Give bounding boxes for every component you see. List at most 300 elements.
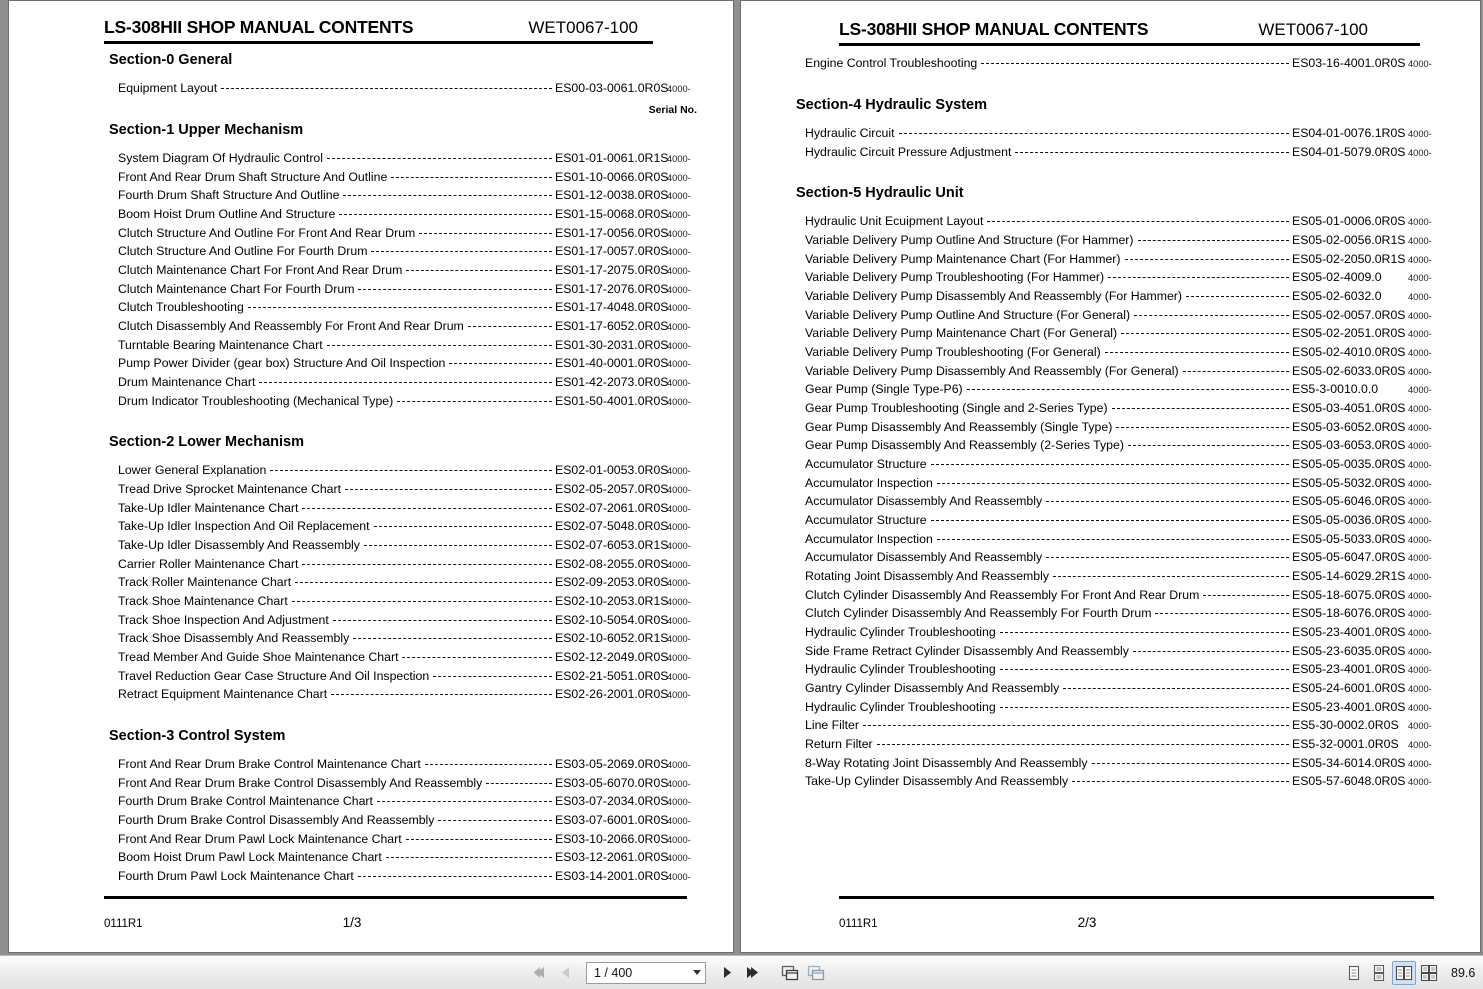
toc-leader-dots [295, 582, 552, 583]
last-page-icon [744, 965, 761, 980]
toc-entry-serial: 4000- [1408, 721, 1432, 732]
view-mode-two-page-continuous-button[interactable] [1417, 961, 1441, 985]
toc-entry-title: Hydraulic Circuit Pressure Adjustment [805, 144, 1012, 159]
toc-entry-serial: 4000- [1408, 758, 1432, 769]
toc-entry-code: ES01-17-2076.0R0S [555, 281, 669, 296]
toc-entry[interactable] [118, 517, 699, 536]
toc-entry-serial: 4000- [667, 596, 691, 607]
toc-entry-code: ES04-01-0076.1R0S [1292, 125, 1406, 140]
toc-leader-dots [406, 839, 552, 840]
toc-leader-dots [1092, 763, 1290, 764]
toc-leader-dots [302, 564, 552, 565]
toc-entry[interactable] [118, 205, 699, 224]
toc-entry-code: ES00-03-0061.0R0S [555, 81, 669, 96]
toc-entry-code: ES05-57-6048.0R0S [1292, 774, 1406, 789]
toc-entry-title: Travel Reduction Gear Case Structure And Oil Inspection [118, 668, 430, 683]
toc-entry-title: Return Filter [805, 737, 873, 752]
toc-entry[interactable] [805, 623, 1440, 642]
toc-entry[interactable] [118, 317, 699, 336]
toc-entry-title: Take-Up Cylinder Disassembly And Reassembly [805, 774, 1069, 789]
toc-entry[interactable] [805, 124, 1440, 143]
toc-entry-code: ES05-05-6046.0R0S [1292, 494, 1406, 509]
toc-entry-title: Turntable Bearing Maintenance Chart [118, 337, 323, 352]
toc-entry[interactable] [805, 343, 1440, 362]
toc-entry-code: ES02-21-5051.0R0S [555, 668, 669, 683]
toc-entry-serial: 4000- [1408, 403, 1432, 414]
toc-entry[interactable] [805, 511, 1440, 530]
view-mode-continuous-button[interactable] [1367, 961, 1391, 985]
toc-entry[interactable] [805, 436, 1440, 455]
toc-entry-serial: 4000- [667, 377, 691, 388]
toc-entry[interactable] [118, 498, 699, 517]
toc-entry-code: ES05-05-0035.0R0S [1292, 456, 1406, 471]
toc-entry-title: Track Roller Maintenance Chart [118, 575, 292, 590]
toc-entry-title: Clutch Troubleshooting [118, 300, 244, 315]
toc-leader-dots [1063, 688, 1289, 689]
toc-entry[interactable] [118, 666, 699, 685]
toc-entry[interactable] [805, 716, 1440, 735]
toc-leader-dots [486, 783, 552, 784]
toc-leader-dots [397, 401, 552, 402]
toc-entry[interactable] [805, 399, 1440, 418]
toc-leader-dots [377, 801, 552, 802]
toc-entry-title: 8-Way Rotating Joint Disassembly And Reassembly [805, 755, 1088, 770]
toc-leader-dots [1000, 707, 1289, 708]
toc-entry[interactable] [118, 298, 699, 317]
toc-entry-title: Variable Delivery Pump Disassembly And Reassembly (For Hammer) [805, 288, 1182, 303]
toc-entry[interactable] [805, 660, 1440, 679]
toc-entry-serial: 4000- [1408, 273, 1432, 284]
footer-rule-right [839, 896, 1434, 899]
toc-entry[interactable] [805, 492, 1440, 511]
section-heading: Section-0 General [109, 52, 233, 68]
toc-entry[interactable] [118, 629, 699, 648]
previous-page-button[interactable] [554, 961, 578, 985]
toc-leader-dots [353, 638, 552, 639]
toc-entry-title: Fourth Drum Shaft Structure And Outline [118, 188, 340, 203]
toc-entry-serial: 4000- [1408, 478, 1432, 489]
toc-entry-code: ES02-07-5048.0R0S [555, 519, 669, 534]
toc-entry-serial: 4000- [1408, 422, 1432, 433]
toc-leader-dots [449, 363, 552, 364]
toc-entry-serial: 4000- [667, 466, 691, 477]
first-page-icon [532, 965, 549, 980]
toc-leader-dots [1125, 259, 1290, 260]
toc-entry[interactable] [805, 268, 1440, 287]
next-page-button[interactable] [714, 961, 738, 985]
toc-entry-code: ES05-02-0057.0R0S [1292, 307, 1406, 322]
toc-entry-serial: 4000- [667, 340, 691, 351]
toc-leader-dots [981, 63, 1289, 64]
toc-entry[interactable] [118, 79, 699, 98]
duplicate-window-button[interactable] [804, 961, 828, 985]
toc-entry-code: ES02-01-0053.0R0S [555, 463, 669, 478]
toc-entry-serial: 4000- [667, 559, 691, 570]
section-spacer [791, 73, 1440, 97]
toc-leader-dots [1138, 240, 1290, 241]
toc-leader-dots [1134, 315, 1289, 316]
toc-entry[interactable] [805, 585, 1440, 604]
toc-entry-serial: 4000- [1408, 59, 1432, 70]
section-heading: Section-4 Hydraulic System [796, 96, 987, 113]
toc-entry[interactable] [805, 772, 1440, 791]
toc-entry-serial: 4000- [667, 615, 691, 626]
toc-entry-title: Side Frame Retract Cylinder Disassembly And Reassembly [805, 643, 1129, 658]
toc-leader-dots [386, 857, 552, 858]
toc-entry-code: ES03-14-2001.0R0S [555, 869, 669, 884]
toc-entry-title: Equipment Layout [118, 81, 218, 96]
toc-entry-title: Drum Indicator Troubleshooting (Mechanical Type) [118, 393, 394, 408]
toc-entry[interactable] [118, 335, 699, 354]
toc-entry[interactable] [118, 373, 699, 392]
toc-leader-dots [259, 382, 552, 383]
toc-entry-title: Boom Hoist Drum Outline And Structure [118, 206, 336, 221]
toc-entry-title: Front And Rear Drum Pawl Lock Maintenance Chart [118, 831, 402, 846]
toc-entry[interactable] [805, 567, 1440, 586]
toc-entry-title: Clutch Maintenance Chart For Fourth Drum [118, 281, 355, 296]
toc-entry-serial: 4000- [667, 834, 691, 845]
toc-leader-dots [358, 876, 552, 877]
toc-entry-code: ES05-01-0006.0R0S [1292, 214, 1406, 229]
toc-entry-title: System Diagram Of Hydraulic Control [118, 150, 324, 165]
toc-entry-code: ES05-02-2050.0R1S [1292, 251, 1406, 266]
toc-leader-dots [425, 764, 552, 765]
toc-entry[interactable] [118, 792, 699, 811]
toc-entry[interactable] [805, 54, 1440, 73]
toc-entry[interactable] [805, 604, 1440, 623]
toc-entry-serial: 4000- [667, 303, 691, 314]
toc-entry[interactable] [118, 867, 699, 886]
toc-entry-code: ES02-05-2057.0R0S [555, 481, 669, 496]
toc-entry-serial: 4000- [667, 671, 691, 682]
toc-entry[interactable] [805, 249, 1440, 268]
heading-spacer [104, 140, 699, 149]
toc-entry-title: Clutch Cylinder Disassembly And Reassembly For Front And Rear Drum [805, 587, 1200, 602]
toc-entry-serial: 4000- [1408, 147, 1432, 158]
toc-entry[interactable] [805, 361, 1440, 380]
toc-entry[interactable] [118, 279, 699, 298]
toc-entry[interactable] [805, 735, 1440, 754]
toc-entry-serial: 4000- [1408, 571, 1432, 582]
toc-entry-serial: 4000- [667, 652, 691, 663]
toc-entry[interactable] [805, 231, 1440, 250]
chevron-left-icon [559, 965, 574, 980]
toc-entry[interactable] [805, 142, 1440, 161]
toc-leader-dots [1046, 557, 1289, 558]
toc-entry[interactable] [805, 287, 1440, 306]
toc-leader-dots [1000, 669, 1289, 670]
toc-entry-serial: 4000- [1408, 347, 1432, 358]
toc-entry-title: Front And Rear Drum Brake Control Maintenance Chart [118, 757, 421, 771]
manual-code-left: WET0067-100 [528, 18, 638, 37]
toc-leader-dots [1072, 781, 1289, 782]
toc-entry-code: ES05-02-4009.0 [1292, 270, 1382, 285]
toc-entry-title: Track Shoe Inspection And Adjustment [118, 612, 329, 627]
toc-entry-serial: 4000- [667, 247, 691, 258]
toc-entry[interactable] [805, 679, 1440, 698]
new-window-icon [781, 965, 799, 981]
toc-entry-code: ES02-08-2055.0R0S [555, 556, 669, 571]
toc-entry[interactable] [118, 480, 699, 499]
toc-entry-title: Track Shoe Maintenance Chart [118, 593, 288, 608]
document-page-left[interactable] [8, 0, 734, 953]
toc-leader-dots [1015, 152, 1289, 153]
new-window-button[interactable] [778, 961, 802, 985]
toc-entry[interactable] [805, 380, 1440, 399]
toc-leader-dots [931, 464, 1289, 465]
toc-entry[interactable] [118, 261, 699, 280]
toc-leader-dots [1133, 651, 1289, 652]
toc-entry-code: ES02-07-2061.0R0S [555, 500, 669, 515]
toc-entry-title: Clutch Structure And Outline For Fourth Drum [118, 244, 368, 259]
toc-leader-dots [1155, 613, 1289, 614]
last-page-button[interactable] [740, 961, 764, 985]
toc-entry[interactable] [805, 324, 1440, 343]
toc-entry-code: ES05-34-6014.0R0S [1292, 755, 1406, 770]
toc-entry-title: Gear Pump Disassembly And Reassembly (2-Series Type) [805, 438, 1124, 453]
toc-leader-dots [1000, 632, 1289, 633]
toc-entry[interactable] [805, 548, 1440, 567]
toc-entry-title: Pump Power Divider (gear box) Structure And Oil Inspection [118, 356, 446, 371]
toc-entry-code: ES05-03-4051.0R0S [1292, 400, 1406, 415]
page-navigation-group [528, 961, 828, 985]
toc-entry-title: Hydraulic Cylinder Troubleshooting [805, 662, 996, 677]
toc-entry-code: ES01-42-2073.0R0S [555, 374, 669, 389]
toc-entry-title: Front And Rear Drum Shaft Structure And Outline [118, 169, 388, 184]
toc-entry-code: ES02-09-2053.0R0S [555, 575, 669, 590]
toc-entry[interactable] [118, 391, 699, 410]
page-masthead-left [9, 1, 733, 38]
document-page-right[interactable] [740, 0, 1481, 953]
toc-leader-dots [937, 483, 1289, 484]
toc-entry-serial: 4000- [1408, 235, 1432, 246]
toc-entry-serial: 4000- [667, 321, 691, 332]
toc-leader-dots [406, 270, 552, 271]
toc-entry-code: ES01-30-2031.0R0S [555, 337, 669, 352]
toc-entry-code: ES05-18-6076.0R0S [1292, 606, 1406, 621]
toc-entry[interactable] [118, 167, 699, 186]
toc-entry-code: ES05-05-5032.0R0S [1292, 475, 1406, 490]
toc-entry-title: Clutch Disassembly And Reassembly For Front And Rear Drum [118, 318, 464, 333]
toc-entry-serial: 4000- [667, 191, 691, 202]
toc-entry-serial: 4000- [667, 209, 691, 220]
section-heading: Section-2 Lower Mechanism [109, 434, 304, 451]
toc-entry[interactable] [118, 223, 699, 242]
toc-entry-code: ES03-07-2034.0R0S [555, 794, 669, 809]
toc-entry-code: ES05-02-0056.0R1S [1292, 232, 1406, 247]
toc-leader-dots [863, 725, 1289, 726]
toc-entry-title: Variable Delivery Pump Outline And Structure (For General) [805, 307, 1131, 322]
toc-entry-code: ES5-30-0002.0R0S [1292, 718, 1399, 733]
toc-entry[interactable] [805, 754, 1440, 773]
toc-leader-dots [877, 744, 1289, 745]
toc-entry-title: Take-Up Idler Maintenance Chart [118, 500, 299, 515]
toc-entry[interactable] [118, 461, 699, 480]
toc-entry-code: ES03-05-6070.0R0S [555, 775, 669, 790]
toc-leader-dots [899, 133, 1289, 134]
first-page-button[interactable] [528, 961, 552, 985]
toc-entry[interactable] [805, 697, 1440, 716]
heading-spacer [791, 115, 1440, 124]
toc-entry-code: ES05-02-4010.0R0S [1292, 344, 1406, 359]
toc-entry[interactable] [118, 811, 699, 830]
table-of-contents-left [9, 44, 733, 886]
toc-leader-dots [339, 214, 552, 215]
toc-entry[interactable] [118, 610, 699, 629]
toc-entry-code: ES05-03-6052.0R0S [1292, 419, 1406, 434]
toc-entry-code: ES01-40-0001.0R0S [555, 356, 669, 371]
toc-leader-dots [270, 470, 552, 471]
toc-leader-dots [1108, 277, 1289, 278]
toc-entry-serial: 4000- [667, 396, 691, 407]
toc-entry[interactable] [118, 536, 699, 555]
toc-entry[interactable] [805, 529, 1440, 548]
toc-entry[interactable] [805, 305, 1440, 324]
toc-leader-dots [331, 694, 552, 695]
toc-entry-title: Take-Up Idler Disassembly And Reassembly [118, 537, 360, 552]
toc-entry-code: ES05-18-6075.0R0S [1292, 587, 1406, 602]
toc-entry-title: Variable Delivery Pump Disassembly And Reassembly (For General) [805, 363, 1179, 378]
toc-entry-serial: 4000- [667, 153, 691, 164]
toc-entry-code: ES05-02-6032.0 [1292, 288, 1382, 303]
page-number-input[interactable] [586, 962, 706, 984]
toc-entry[interactable] [118, 242, 699, 261]
toc-entry-code: ES03-10-2066.0R0S [555, 831, 669, 846]
toc-entry-serial: 4000- [1408, 702, 1432, 713]
toc-entry-title: Line Filter [805, 718, 859, 733]
toc-entry[interactable] [118, 648, 699, 667]
toc-entry-code: ES01-17-0056.0R0S [555, 225, 669, 240]
toc-leader-dots [1121, 333, 1289, 334]
toc-entry[interactable] [118, 573, 699, 592]
toc-leader-dots [1053, 576, 1289, 577]
toc-leader-dots [1116, 427, 1289, 428]
section-spacer [104, 704, 699, 728]
toc-entry[interactable] [118, 592, 699, 611]
section-spacer [104, 98, 699, 122]
toc-entry-code: ES01-17-0057.0R0S [555, 244, 669, 259]
toc-entry-code: ES05-14-6029.2R1S [1292, 568, 1406, 583]
toc-entry-serial: 4000- [1408, 590, 1432, 601]
toc-leader-dots [931, 520, 1289, 521]
toc-leader-dots [468, 326, 552, 327]
toc-entry[interactable] [805, 212, 1440, 231]
toc-entry-title: Clutch Structure And Outline For Front And Rear Drum [118, 225, 416, 240]
toc-entry[interactable] [118, 354, 699, 373]
toc-entry[interactable] [805, 473, 1440, 492]
chevron-right-icon [719, 965, 734, 980]
heading-spacer [104, 746, 699, 755]
toc-entry-code: ES03-05-2069.0R0S [555, 757, 669, 771]
toc-entry-code: ES01-15-0068.0R0S [555, 206, 669, 221]
toc-entry-title: Accumulator Disassembly And Reassembly [805, 494, 1043, 509]
toc-entry-code: ES01-17-2075.0R0S [555, 262, 669, 277]
heading-spacer [104, 452, 699, 461]
view-mode-single-page-button[interactable] [1342, 961, 1366, 985]
page-masthead-right [741, 1, 1480, 40]
toc-entry[interactable] [118, 554, 699, 573]
toc-entry[interactable] [118, 830, 699, 849]
toc-entry-serial: 4000- [1408, 441, 1432, 452]
toc-entry[interactable] [118, 149, 699, 168]
toc-leader-dots [248, 307, 552, 308]
toc-entry-serial: 4000- [667, 816, 691, 827]
toc-entry-serial: 4000- [667, 578, 691, 589]
toc-entry[interactable] [805, 641, 1440, 660]
toc-entry-title: Drum Maintenance Chart [118, 374, 256, 389]
toc-entry-title: Hydraulic Cylinder Troubleshooting [805, 699, 996, 714]
view-mode-group [1342, 961, 1483, 985]
toc-leader-dots [1128, 445, 1289, 446]
toc-entry-code: ES5-32-0001.0R0S [1292, 737, 1399, 752]
toc-entry[interactable] [118, 773, 699, 792]
toc-entry-title: Gear Pump (Single Type-P6) [805, 382, 963, 397]
toc-leader-dots [358, 289, 552, 290]
table-of-contents-right [740, 46, 1480, 791]
toc-leader-dots [343, 195, 552, 196]
two-page-continuous-icon [1420, 965, 1438, 981]
toc-entry-serial: 4000- [1408, 128, 1432, 139]
toc-entry[interactable] [118, 755, 699, 774]
toc-entry-code: ES05-23-4001.0R0S [1292, 624, 1406, 639]
toc-entry-title: Retract Equipment Maintenance Chart [118, 687, 328, 702]
toc-entry[interactable] [118, 186, 699, 205]
toc-leader-dots [937, 539, 1289, 540]
toc-entry-title: Fourth Drum Brake Control Maintenance Chart [118, 794, 373, 809]
toc-leader-dots [419, 233, 552, 234]
toc-leader-dots [333, 620, 552, 621]
toc-entry-code: ES03-07-6001.0R0S [555, 813, 669, 828]
toc-entry-code: ES02-10-2053.0R1S [555, 593, 669, 608]
page-number-value: 1 / 400 [594, 965, 633, 980]
toc-entry-code: ES01-10-0066.0R0S [555, 169, 669, 184]
two-page-icon [1395, 965, 1413, 981]
toc-entry-serial: 4000- [667, 690, 691, 701]
section-heading: Section-1 Upper Mechanism [109, 121, 304, 138]
toc-entry-serial: 4000- [1408, 609, 1432, 620]
toc-entry-serial: 4000- [1408, 553, 1432, 564]
toc-leader-dots [438, 820, 552, 821]
chevron-down-icon[interactable] [693, 970, 701, 975]
toc-entry[interactable] [805, 417, 1440, 436]
toc-entry-title: Hydraulic Circuit [805, 125, 895, 140]
heading-spacer [791, 203, 1440, 212]
toc-leader-dots [1112, 408, 1289, 409]
toc-leader-dots [1105, 352, 1289, 353]
toc-entry-code: ES05-05-5033.0R0S [1292, 531, 1406, 546]
toc-entry-code: ES05-23-4001.0R0S [1292, 699, 1406, 714]
section-heading: Section-5 Hydraulic Unit [796, 185, 964, 202]
toc-entry-serial: 4000- [667, 359, 691, 370]
toc-entry-serial: 4000- [1408, 310, 1432, 321]
toc-leader-dots [433, 676, 552, 677]
toc-entry-serial: 4000- [1408, 646, 1432, 657]
toc-entry-serial: 4000- [667, 503, 691, 514]
zoom-level-value[interactable]: 89.6 [1451, 965, 1476, 980]
toc-leader-dots [967, 389, 1289, 390]
toc-entry-title: Accumulator Inspection [805, 531, 933, 546]
toc-entry-serial: 4000- [667, 540, 691, 551]
toc-entry[interactable] [118, 848, 699, 867]
toc-entry-serial: 4000- [1408, 497, 1432, 508]
section-spacer [104, 410, 699, 434]
toc-entry-title: Track Shoe Disassembly And Reassembly [118, 631, 350, 646]
toc-entry[interactable] [805, 455, 1440, 474]
toc-leader-dots [987, 221, 1289, 222]
toc-entry-serial: 4000- [1408, 665, 1432, 676]
view-mode-two-page-button[interactable] [1392, 961, 1416, 985]
toc-entry[interactable] [118, 685, 699, 704]
